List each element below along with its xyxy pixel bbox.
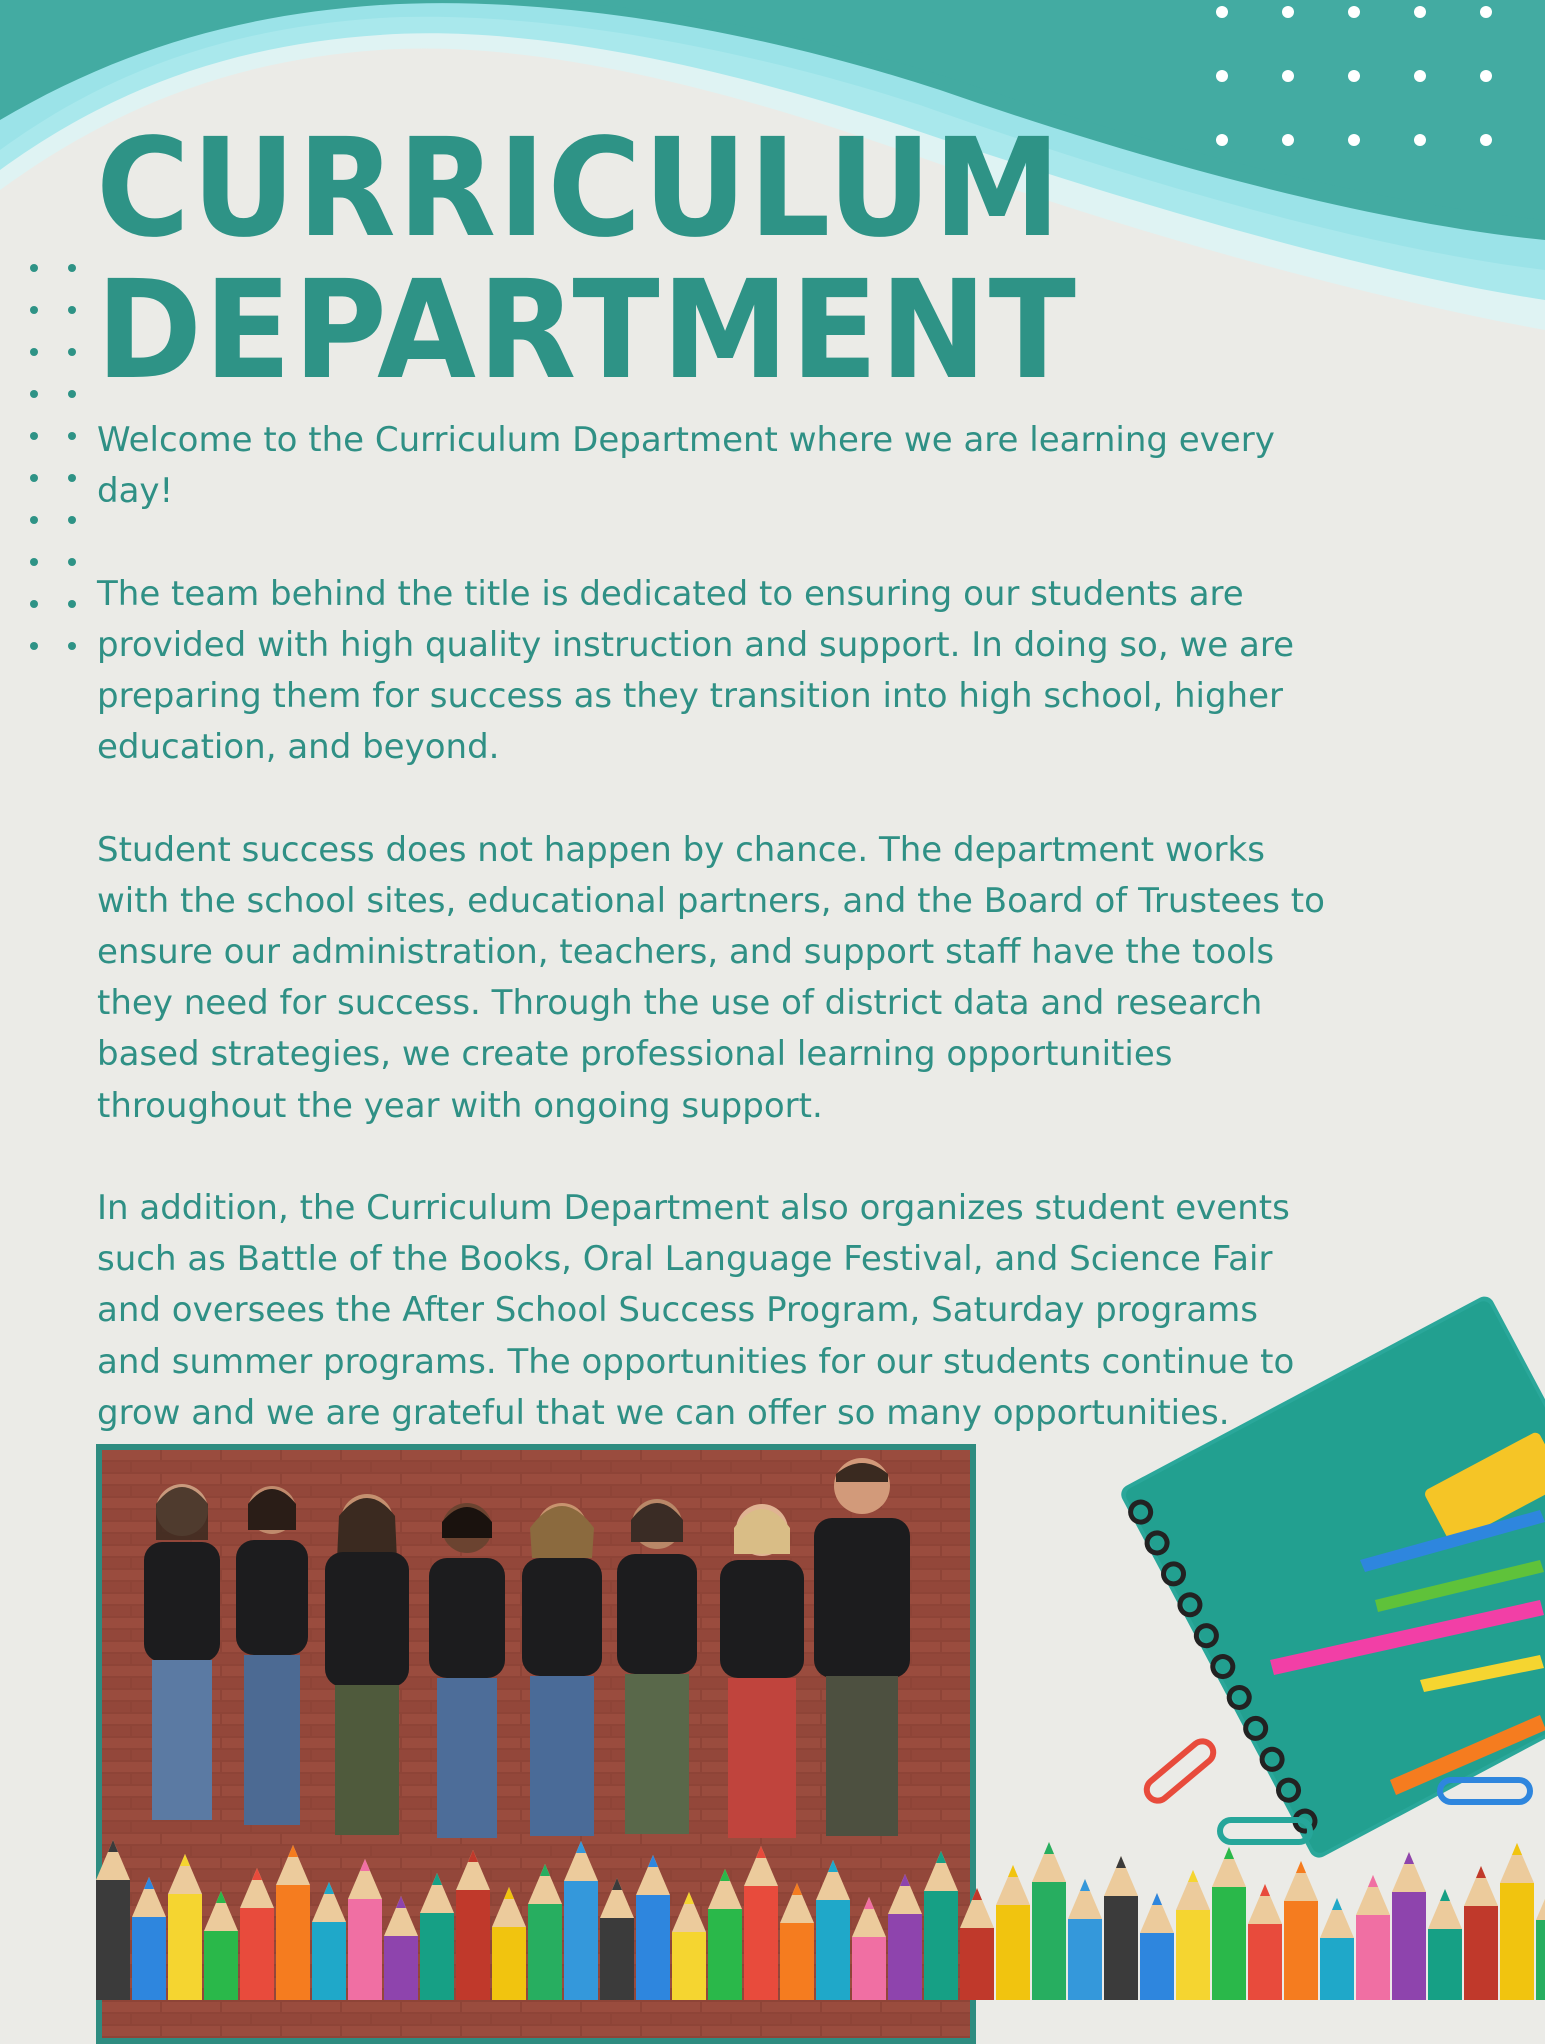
left-dots-decoration xyxy=(30,264,80,664)
pencil xyxy=(204,1891,238,2000)
pencil xyxy=(672,1892,706,2000)
top-right-dots-decoration xyxy=(1216,6,1496,146)
pencil xyxy=(492,1887,526,2000)
pencil xyxy=(1140,1893,1174,2000)
pencil xyxy=(240,1868,274,2000)
paragraph-team: The team behind the title is dedicated to ensuring our students are provided with high quality instruction and support. In doing so, we are preparing them for success as they transition into high school, higher education, and beyond. xyxy=(97,573,1294,768)
pencil xyxy=(96,1840,130,2000)
pencil xyxy=(348,1859,382,2000)
pencil xyxy=(816,1860,850,2000)
pencil xyxy=(780,1883,814,2000)
pencil xyxy=(852,1897,886,2000)
pencil xyxy=(1176,1870,1210,2000)
paragraph-events: In addition, the Curriculum Department also organizes student events such as Battle of the Books, Oral Language Festival, and Science Fair and oversees the After School Success Program, Saturday programs and summer programs. The opportunities for our students continue to grow and we are grateful that we can offer so many opportunities. xyxy=(97,1188,1295,1433)
pencil xyxy=(1428,1889,1462,2000)
pencil xyxy=(564,1841,598,2000)
pencils-border-decoration xyxy=(96,1800,1545,2000)
pencil xyxy=(1284,1861,1318,2000)
pencil xyxy=(312,1882,346,2000)
pencil xyxy=(888,1874,922,2000)
pencil xyxy=(1248,1884,1282,2000)
pencil xyxy=(960,1888,994,2000)
pencil xyxy=(996,1865,1030,2000)
paragraph-welcome: Welcome to the Curriculum Department where we are learning every day! xyxy=(97,420,1275,512)
pencil xyxy=(600,1878,634,2000)
pencil xyxy=(456,1850,490,2000)
pencil xyxy=(708,1869,742,2000)
pencil xyxy=(1392,1852,1426,2000)
paragraph-student-success: Student success does not happen by chance. The department works with the school sites, educational partners, and the Board of Trustees to ensure our administration, teachers, and support staff have the tools they need for success. Through the use of district data and research based strategies, we create professional learning opportunities throughout the year with ongoing support. xyxy=(97,829,1325,1126)
pencil xyxy=(384,1896,418,2000)
pencil xyxy=(1356,1875,1390,2000)
pencil xyxy=(132,1877,166,2000)
pencil xyxy=(1212,1847,1246,2000)
pencil xyxy=(1032,1842,1066,2000)
notebook-pencils-decoration xyxy=(1120,1260,1545,1860)
pencil xyxy=(1464,1866,1498,2000)
pencil xyxy=(1320,1898,1354,2000)
pencil xyxy=(1068,1879,1102,2000)
pencil xyxy=(528,1864,562,2000)
pencil xyxy=(924,1851,958,2000)
page-title xyxy=(96,110,1078,410)
pencil xyxy=(420,1873,454,2000)
pencil xyxy=(1500,1843,1534,2000)
pencil xyxy=(1104,1856,1138,2000)
pencil xyxy=(168,1854,202,2000)
pencil xyxy=(276,1845,310,2000)
pencil xyxy=(1536,1880,1545,2000)
pencil xyxy=(636,1855,670,2000)
pencil xyxy=(744,1846,778,2000)
title-line-1: CURRICULUM xyxy=(96,110,1063,268)
title-line-2: DEPARTMENT xyxy=(96,252,1078,410)
